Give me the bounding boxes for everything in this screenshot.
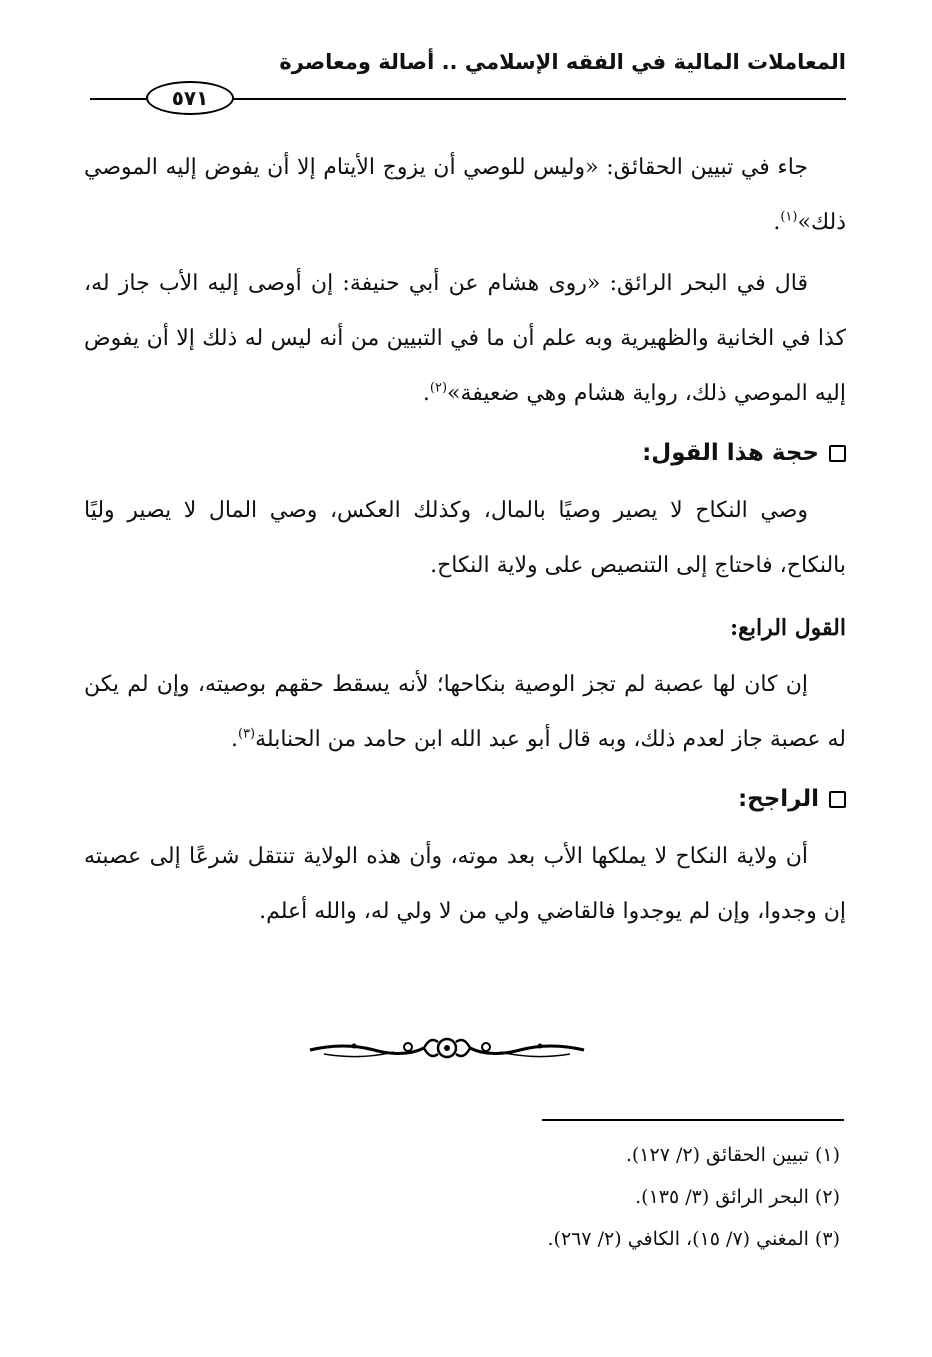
footnote-ref-1: (١) (780, 209, 798, 225)
heading-text: حجة هذا القول: (642, 440, 819, 466)
paragraph-2-text: قال في البحر الرائق: «روى هشام عن أبي حنيفة: إن أوصى إليه الأب جاز له، كذا في الخانية والظهيرية وبه علم أن ما في التبيين من أنه ليس له ذلك إلا أن يفوض إليه الموصي ذلك، رواية هشام وهي ضعيفة» (84, 271, 846, 406)
subheading-fourth-opinion: القول الرابع: (730, 615, 846, 641)
running-title: المعاملات المالية في الفقه الإسلامي .. أصالة ومعاصرة (279, 50, 846, 74)
page-number: ٥٧١ (146, 81, 234, 115)
paragraph-3: وصي النكاح لا يصير وصيًا بالمال، وكذلك العكس، وصي المال لا يصير وليًا بالنكاح، فاحتاج إلى التنصيص على ولاية النكاح. (84, 498, 846, 578)
paragraph-2: قال في البحر الرائق: «روى هشام عن أبي حنيفة: إن أوصى إليه الأب جاز له، كذا في الخانية والظهيرية وبه علم أن ما في التبيين من أنه ليس له ذلك إلا أن يفوض إليه الموصي ذلك، رواية هشام وهي ضعيفة»$^{(٢)}$. (84, 271, 846, 406)
footnote-ref-2: (٢) (429, 380, 448, 396)
paragraph-4-text: إن كان لها عصبة لم تجز الوصية بنكاحها؛ لأنه يسقط حقهم بوصيته، وإن لم يكن له عصبة جاز لعدم ذلك، وبه قال أبو عبد الله ابن حامد من الحنابلة (84, 672, 846, 752)
main-text (84, 140, 846, 945)
paragraph-5: أن ولاية النكاح لا يملكها الأب بعد موته، وأن هذه الولاية تنتقل شرعًا إلى عصبته إن وجدوا، وإن لم يوجدوا فالقاضي ولي من لا ولي له، والله أعلم. (84, 844, 846, 924)
footnote-1: (١) تبيين الحقائق (٢/ ١٢٧). (625, 1144, 840, 1166)
section-heading-argument (84, 427, 846, 479)
footnote-ref-3: (٣) (237, 726, 256, 742)
paragraph-1: جاء في تبيين الحقائق: «وليس للوصي أن يزوج الأيتام إلا أن يفوض إليه الموصي ذلك»$^{(١)}$. (84, 155, 846, 235)
footnote-separator (542, 1119, 844, 1121)
paragraph-4: إن كان لها عصبة لم تجز الوصية بنكاحها؛ لأنه يسقط حقهم بوصيته، وإن لم يكن له عصبة جاز لعدم ذلك، وبه قال أبو عبد الله ابن حامد من الحنابلة$^{(٣)}$. (84, 672, 846, 752)
checkbox-bullet-icon (829, 791, 846, 808)
footnote-2: (٢) البحر الرائق (٣/ ١٣٥). (635, 1186, 840, 1208)
section-heading-preferred (84, 773, 846, 825)
checkbox-bullet-icon (829, 445, 846, 462)
footnote-3: (٣) المغني (٧/ ١٥)، الكافي (٢/ ٢٦٧). (547, 1228, 840, 1250)
decorative-divider-ornament (304, 1028, 590, 1068)
paragraph-1-text: جاء في تبيين الحقائق: «وليس للوصي أن يزوج الأيتام إلا أن يفوض إليه الموصي ذلك» (84, 155, 846, 235)
footnotes (200, 1134, 840, 1260)
heading-text: الراجح: (737, 786, 819, 812)
